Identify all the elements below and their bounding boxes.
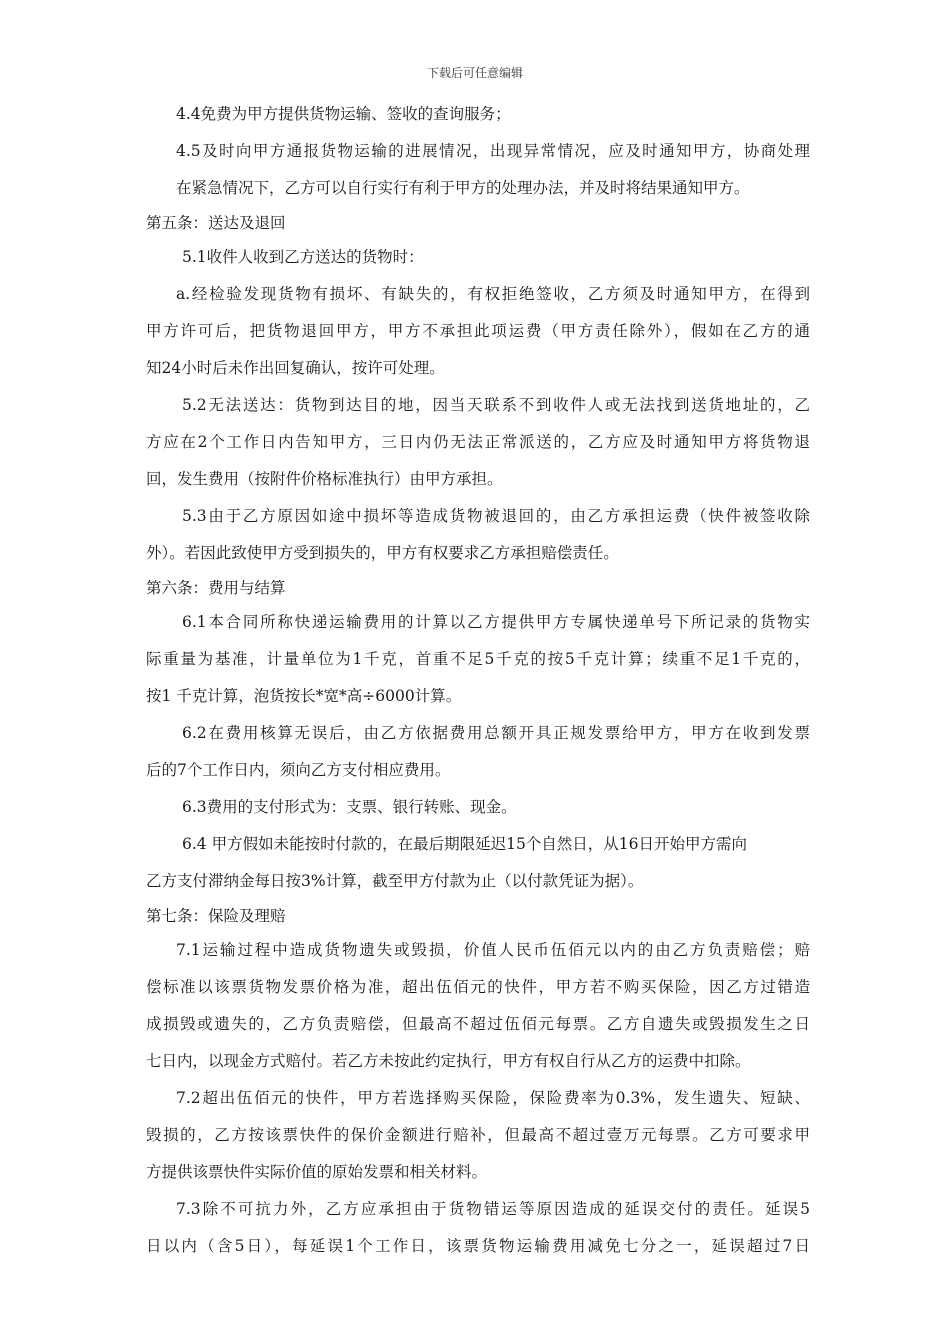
- paragraph-line: 7.2超出伍佰元的快件，甲方若选择购买保险，保险费率为0.3%，发生遗失、短缺、: [176, 1089, 810, 1107]
- paragraph-line: 7.1运输过程中造成货物遗失或毁损，价值人民币伍佰元以内的由乙方负责赔偿；赔: [176, 941, 810, 959]
- paragraph-line: 在紧急情况下，乙方可以自行实行有利于甲方的处理办法，并及时将结果通知甲方。: [176, 179, 750, 197]
- paragraph-line: a.经检验发现货物有损坏、有缺失的，有权拒绝签收，乙方须及时通知甲方，在得到: [176, 285, 810, 303]
- paragraph-line: 知24小时后未作出回复确认，按许可处理。: [146, 359, 445, 377]
- paragraph-line: 回，发生费用（按附件价格标准执行）由甲方承担。: [146, 470, 503, 488]
- paragraph-line: 偿标准以该票货物发票价格为准，超出伍佰元的快件，甲方若不购买保险，因乙方过错造: [146, 978, 810, 996]
- document-body: [146, 96, 810, 1265]
- paragraph-line: 6.2在费用核算无误后，由乙方依据费用总额开具正规发票给甲方，甲方在收到发票: [182, 724, 810, 742]
- paragraph-line: 6.3费用的支付形式为：支票、银行转账、现金。: [182, 798, 517, 816]
- paragraph-line: 后的7个工作日内，须向乙方支付相应费用。: [146, 761, 451, 779]
- paragraph-line: 5.1收件人收到乙方送达的货物时：: [182, 248, 424, 266]
- paragraph-line: 5.3由于乙方原因如途中损坏等造成货物被退回的，由乙方承担运费（快件被签收除: [182, 507, 810, 525]
- section-heading: 第七条：保险及理赔: [146, 907, 286, 925]
- paragraph-line: 6.1本合同所称快递运输费用的计算以乙方提供甲方专属快递单号下所记录的货物实: [182, 613, 810, 631]
- paragraph-line: 方提供该票快件实际价值的原始发票和相关材料。: [146, 1163, 488, 1181]
- paragraph-line: 外）。若因此致使甲方受到损失的，甲方有权要求乙方承担赔偿责任。: [146, 544, 619, 562]
- paragraph-line: 4.5及时向甲方通报货物运输的进展情况，出现异常情况，应及时通知甲方，协商处理: [176, 142, 810, 160]
- paragraph-line: 6.4 甲方假如未能按时付款的，在最后期限延迟15个自然日，从16日开始甲方需向: [182, 835, 748, 853]
- paragraph-line: 方应在2个工作日内告知甲方，三日内仍无法正常派送的，乙方应及时通知甲方将货物退: [146, 433, 810, 451]
- section-heading: 第五条：送达及退回: [146, 214, 286, 232]
- paragraph-line: 乙方支付滞纳金每日按3%计算，截至甲方付款为止（以付款凭证为据）。: [146, 872, 644, 890]
- section-heading: 第六条：费用与结算: [146, 579, 286, 597]
- page-header: 下载后可任意编辑: [426, 66, 523, 80]
- paragraph-line: 毁损的，乙方按该票快件的保价金额进行赔补，但最高不超过壹万元每票。乙方可要求甲: [146, 1126, 810, 1144]
- paragraph-line: 5.2无法送达：货物到达目的地，因当天联系不到收件人或无法找到送货地址的，乙: [182, 396, 810, 414]
- paragraph-line: 甲方许可后，把货物退回甲方，甲方不承担此项运费（甲方责任除外），假如在乙方的通: [146, 322, 810, 340]
- paragraph-line: 成损毁或遗失的，乙方负责赔偿，但最高不超过伍佰元每票。乙方自遗失或毁损发生之日: [146, 1015, 810, 1033]
- paragraph-line: 际重量为基准，计量单位为1千克，首重不足5千克的按5千克计算；续重不足1千克的，: [146, 650, 810, 668]
- paragraph-line: 日以内（含5日），每延误1个工作日，该票货物运输费用减免七分之一，延误超过7日: [146, 1237, 810, 1255]
- paragraph-line: 按1 千克计算，泡货按长*宽*高÷6000计算。: [146, 687, 462, 705]
- paragraph-line: 七日内，以现金方式赔付。若乙方未按此约定执行，甲方有权自行从乙方的运费中扣除。: [146, 1052, 751, 1070]
- paragraph-line: 4.4免费为甲方提供货物运输、签收的查询服务；: [176, 105, 511, 123]
- paragraph-line: 7.3除不可抗力外，乙方应承担由于货物错运等原因造成的延误交付的责任。延误5: [176, 1200, 810, 1218]
